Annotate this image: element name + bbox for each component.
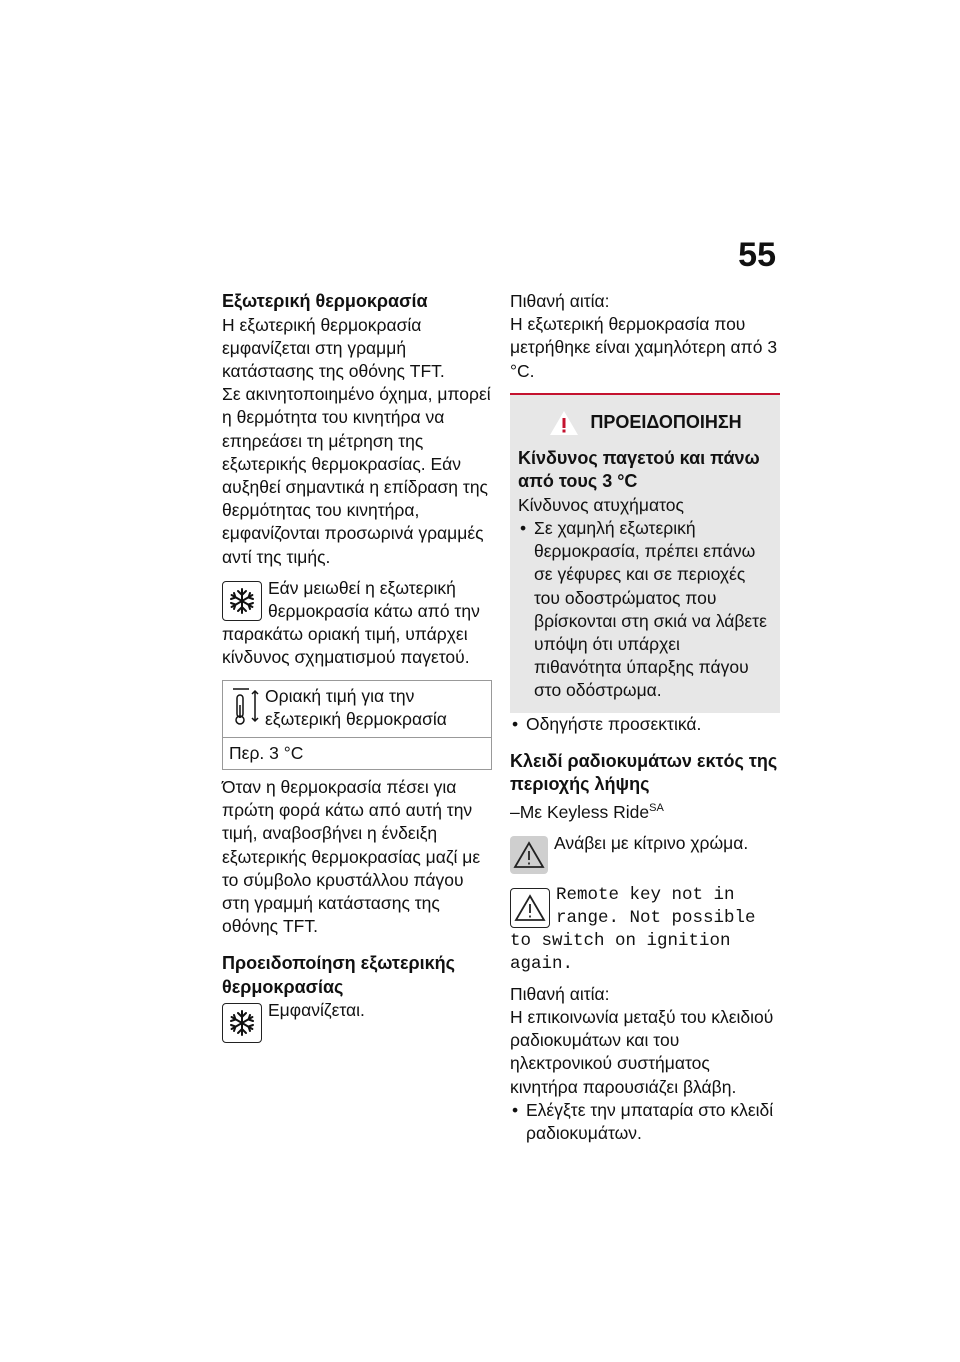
page-number: 55 [738, 236, 776, 274]
heading-outside-temperature: Εξωτερική θερμοκρασία [222, 291, 428, 311]
display-message: Remote key not in range. Not possible to switch on ignition again. [510, 884, 756, 975]
appears-block [222, 999, 492, 1045]
display-message-block [510, 884, 780, 977]
para-flashing-indicator: Όταν η θερμοκρασία πέσει για πρώτη φορά κάτω από αυτή την τιμή, αναβοσβήνει η ένδειξη εξωτερικής θερμοκρασίας μαζί με το σύμβολο κρυστάλλου πάγου στη γραμμή κατάστασης της οθόνης TFT. [222, 776, 481, 937]
para-engine-heat: Σε ακινητοποιημένο όχημα, μπορεί η θερμότητα του κινητήρα να επηρεάσει τη μέτρηση της εξωτερικής θερμοκρασίας. Εάν αυξηθεί σημαντικά η επίδραση της θερμότητας του κινητήρα, εμφανίζονται προσωρινά γραμμές αντί της τιμής. [222, 384, 491, 567]
warning-header [518, 409, 772, 437]
warning-heading: Κίνδυνος παγετού και πάνω από τους 3 °C [518, 447, 760, 492]
warning-list [518, 517, 772, 703]
drive-careful: • Οδηγήστε προσεκτικά. [510, 713, 780, 736]
para-outside-temp-display: Η εξωτερική θερμοκρασία εμφανίζεται στη γραμμή κατάστασης της οθόνης TFT. [222, 314, 445, 381]
heading-temp-warning: Προειδοποίηση εξωτερικής θερμοκρασίας [222, 953, 456, 997]
keyless-sup: SA [649, 801, 664, 814]
drive-list [510, 713, 780, 736]
battery-list [510, 1099, 780, 1145]
limit-value-table [222, 680, 492, 770]
limit-label-cell [223, 680, 492, 737]
warning-triangle-icon [510, 836, 548, 874]
warning-triangle-icon [548, 409, 580, 437]
right-column [510, 290, 780, 1145]
warning-title: ΠΡΟΕΙΔΟΠΟΙΗΣΗ [590, 412, 742, 433]
snowflake-icon [222, 1003, 262, 1043]
warning-bullet: • Σε χαμηλή εξωτερική θερμοκρασία, πρέπει επάνω σε γέφυρες και σε περιοχές του οδοστρώματος που βρίσκονται στη σκιά να λάβετε υπόψη ότι υπάρχει πιθανότητα ύπαρξης πάγου στο οδόστρωμα. [518, 517, 772, 703]
cause-label: Πιθανή αιτία: [510, 291, 610, 311]
cause-label-2: Πιθανή αιτία: [510, 983, 610, 1004]
warning-box [510, 395, 780, 713]
check-battery: • Ελέγξτε την μπαταρία στο κλειδί ραδιοκυμάτων. [510, 1099, 780, 1145]
cause-text-2: Η επικοινωνία μεταξύ του κλειδιού ραδιοκυμάτων και του ηλεκτρονικού συστήματος κινητήρα παρουσιάζει βλάβη. [510, 1006, 774, 1097]
keyless-prefix: –Με Keyless Ride [510, 801, 650, 822]
warning-sub: Κίνδυνος ατυχήματος [518, 494, 684, 515]
thermometer-icon [229, 685, 265, 733]
frost-note: Εάν μειωθεί η εξωτερική θερμοκρασία κάτω από την παρακάτω οριακή τιμή, υπάρχει κίνδυνος σχηματισμού παγετού. [222, 577, 480, 668]
yellow-note-block [510, 832, 780, 876]
snowflake-icon [222, 581, 262, 621]
yellow-note: Ανάβει με κίτρινο χρώμα. [554, 832, 749, 853]
appears-text: Εμφανίζεται. [268, 1000, 365, 1021]
keyless-note [510, 797, 780, 824]
left-column [222, 290, 492, 1045]
warning-triangle-icon [510, 888, 550, 928]
heading-key-out-of-range: Κλειδί ραδιοκυμάτων εκτός της περιοχής λήψης [510, 750, 778, 795]
cause-text: Η εξωτερική θερμοκρασία που μετρήθηκε είναι χαμηλότερη από 3 °C. [510, 314, 778, 381]
limit-value: Περ. 3 °C [223, 737, 492, 769]
frost-note-block [222, 577, 492, 670]
limit-label: Οριακή τιμή για την εξωτερική θερμοκρασία [265, 685, 447, 729]
